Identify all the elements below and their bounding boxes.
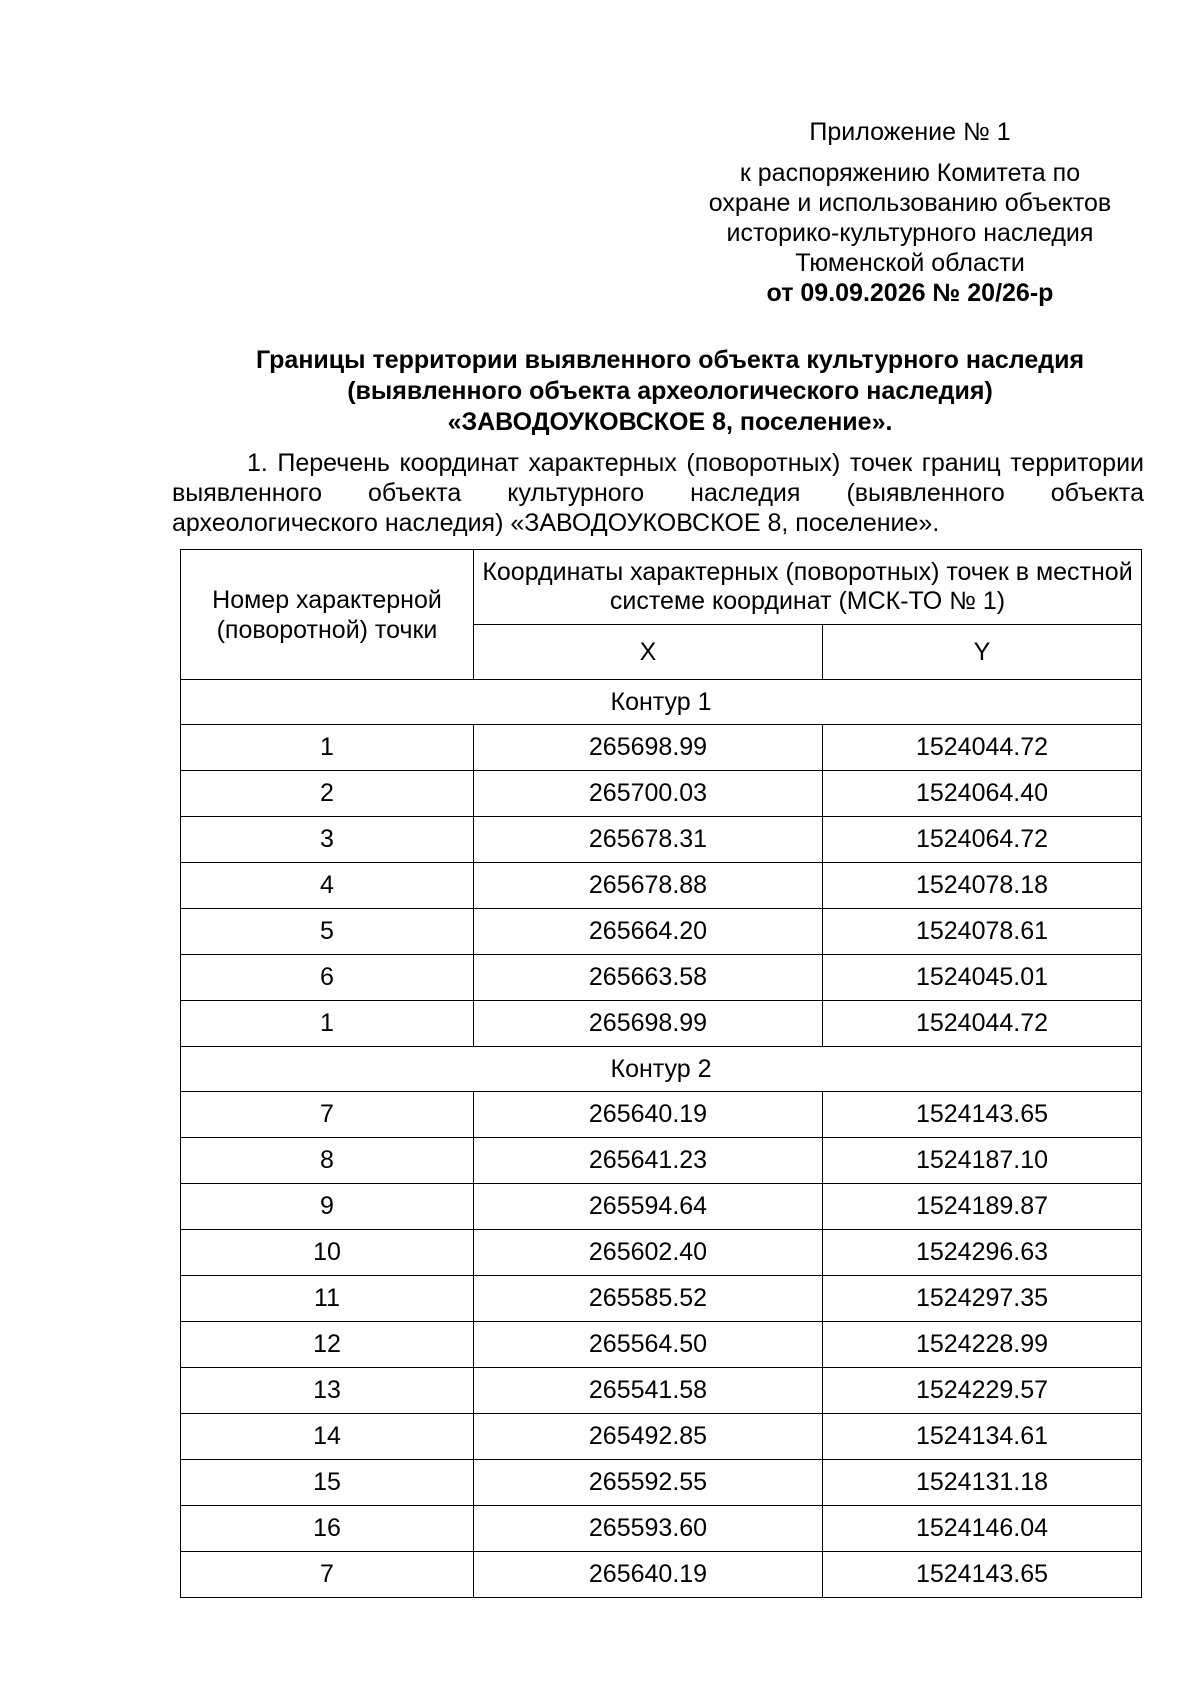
y-coordinate-cell: 1524044.72 — [823, 725, 1142, 771]
table-row — [181, 863, 1142, 909]
point-number-cell: 1 — [181, 725, 474, 771]
point-number-cell: 3 — [181, 817, 474, 863]
appendix-block — [690, 158, 1130, 308]
appendix-line: Тюменской области — [795, 249, 1025, 277]
y-coordinate-cell: 1524146.04 — [823, 1506, 1142, 1552]
x-coordinate-cell: 265585.52 — [474, 1276, 823, 1322]
y-coordinate-cell: 1524064.40 — [823, 771, 1142, 817]
table-row — [181, 1414, 1142, 1460]
point-number-cell: 5 — [181, 909, 474, 955]
y-coordinate-cell: 1524064.72 — [823, 817, 1142, 863]
order-reference: от 09.09.2026 № 20/26-р — [766, 279, 1054, 307]
x-coordinate-cell: 265541.58 — [474, 1368, 823, 1414]
y-coordinate-cell: 1524189.87 — [823, 1184, 1142, 1230]
table-row — [181, 909, 1142, 955]
header-point-number: Номер характерной (поворотной) точки — [181, 550, 474, 680]
contour-label: Контур 1 — [181, 680, 1142, 725]
table-row — [181, 1368, 1142, 1414]
point-number-cell: 14 — [181, 1414, 474, 1460]
table-row — [181, 955, 1142, 1001]
table-row — [181, 1230, 1142, 1276]
x-coordinate-cell: 265698.99 — [474, 725, 823, 771]
x-coordinate-cell: 265592.55 — [474, 1460, 823, 1506]
table-row — [181, 1552, 1142, 1598]
point-number-cell: 6 — [181, 955, 474, 1001]
table-row — [181, 817, 1142, 863]
table-row — [181, 1001, 1142, 1047]
y-coordinate-cell: 1524296.63 — [823, 1230, 1142, 1276]
x-coordinate-cell: 265678.88 — [474, 863, 823, 909]
x-coordinate-cell: 265698.99 — [474, 1001, 823, 1047]
paragraph-1: 1. Перечень координат характерных (поворотных) точек границ территории выявленного объекта культурного наследия (выявленного объекта археологического наследия) «ЗАВОДОУКОВСКОЕ 8, поселение». — [172, 449, 1144, 537]
appendix-line: охране и использованию объектов — [708, 189, 1112, 217]
header-x: X — [474, 625, 823, 680]
x-coordinate-cell: 265602.40 — [474, 1230, 823, 1276]
x-coordinate-cell: 265640.19 — [474, 1092, 823, 1138]
y-coordinate-cell: 1524297.35 — [823, 1276, 1142, 1322]
appendix-line: историко-культурного наследия — [726, 219, 1094, 247]
x-coordinate-cell: 265678.31 — [474, 817, 823, 863]
x-coordinate-cell: 265593.60 — [474, 1506, 823, 1552]
header-coordinates: Координаты характерных (поворотных) точек в местной системе координат (МСК-ТО № 1) — [474, 550, 1142, 625]
point-number-cell: 11 — [181, 1276, 474, 1322]
y-coordinate-cell: 1524078.18 — [823, 863, 1142, 909]
x-coordinate-cell: 265564.50 — [474, 1322, 823, 1368]
x-coordinate-cell: 265664.20 — [474, 909, 823, 955]
point-number-cell: 2 — [181, 771, 474, 817]
point-number-cell: 16 — [181, 1506, 474, 1552]
y-coordinate-cell: 1524143.65 — [823, 1552, 1142, 1598]
y-coordinate-cell: 1524229.57 — [823, 1368, 1142, 1414]
title-line: Границы территории выявленного объекта культурного наследия — [255, 346, 1085, 374]
table-row — [181, 1276, 1142, 1322]
title-line: «ЗАВОДОУКОВСКОЕ 8, поселение». — [447, 408, 893, 436]
contour-label: Контур 2 — [181, 1047, 1142, 1092]
table-header-row — [181, 550, 1142, 625]
y-coordinate-cell: 1524134.61 — [823, 1414, 1142, 1460]
table-row — [181, 725, 1142, 771]
table-row — [181, 1322, 1142, 1368]
point-number-cell: 4 — [181, 863, 474, 909]
y-coordinate-cell: 1524187.10 — [823, 1138, 1142, 1184]
table-row — [181, 771, 1142, 817]
point-number-cell: 7 — [181, 1092, 474, 1138]
point-number-cell: 7 — [181, 1552, 474, 1598]
table-row — [181, 1506, 1142, 1552]
table-row — [181, 1184, 1142, 1230]
x-coordinate-cell: 265492.85 — [474, 1414, 823, 1460]
coordinates-table — [180, 549, 1142, 1598]
x-coordinate-cell: 265700.03 — [474, 771, 823, 817]
table-row — [181, 1460, 1142, 1506]
point-number-cell: 12 — [181, 1322, 474, 1368]
x-coordinate-cell: 265640.19 — [474, 1552, 823, 1598]
header-y: Y — [823, 625, 1142, 680]
y-coordinate-cell: 1524045.01 — [823, 955, 1142, 1001]
y-coordinate-cell: 1524131.18 — [823, 1460, 1142, 1506]
point-number-cell: 9 — [181, 1184, 474, 1230]
x-coordinate-cell: 265663.58 — [474, 955, 823, 1001]
title-line: (выявленного объекта археологического наследия) — [347, 377, 993, 405]
point-number-cell: 1 — [181, 1001, 474, 1047]
x-coordinate-cell: 265641.23 — [474, 1138, 823, 1184]
x-coordinate-cell: 265594.64 — [474, 1184, 823, 1230]
y-coordinate-cell: 1524078.61 — [823, 909, 1142, 955]
point-number-cell: 10 — [181, 1230, 474, 1276]
contour-row — [181, 1047, 1142, 1092]
y-coordinate-cell: 1524143.65 — [823, 1092, 1142, 1138]
point-number-cell: 8 — [181, 1138, 474, 1184]
table-row — [181, 1138, 1142, 1184]
y-coordinate-cell: 1524044.72 — [823, 1001, 1142, 1047]
document-title — [170, 345, 1170, 438]
appendix-title: Приложение № 1 — [809, 118, 1011, 146]
y-coordinate-cell: 1524228.99 — [823, 1322, 1142, 1368]
point-number-cell: 15 — [181, 1460, 474, 1506]
contour-row — [181, 680, 1142, 725]
table-row — [181, 1092, 1142, 1138]
appendix-line: к распоряжению Комитета по — [739, 159, 1081, 187]
point-number-cell: 13 — [181, 1368, 474, 1414]
